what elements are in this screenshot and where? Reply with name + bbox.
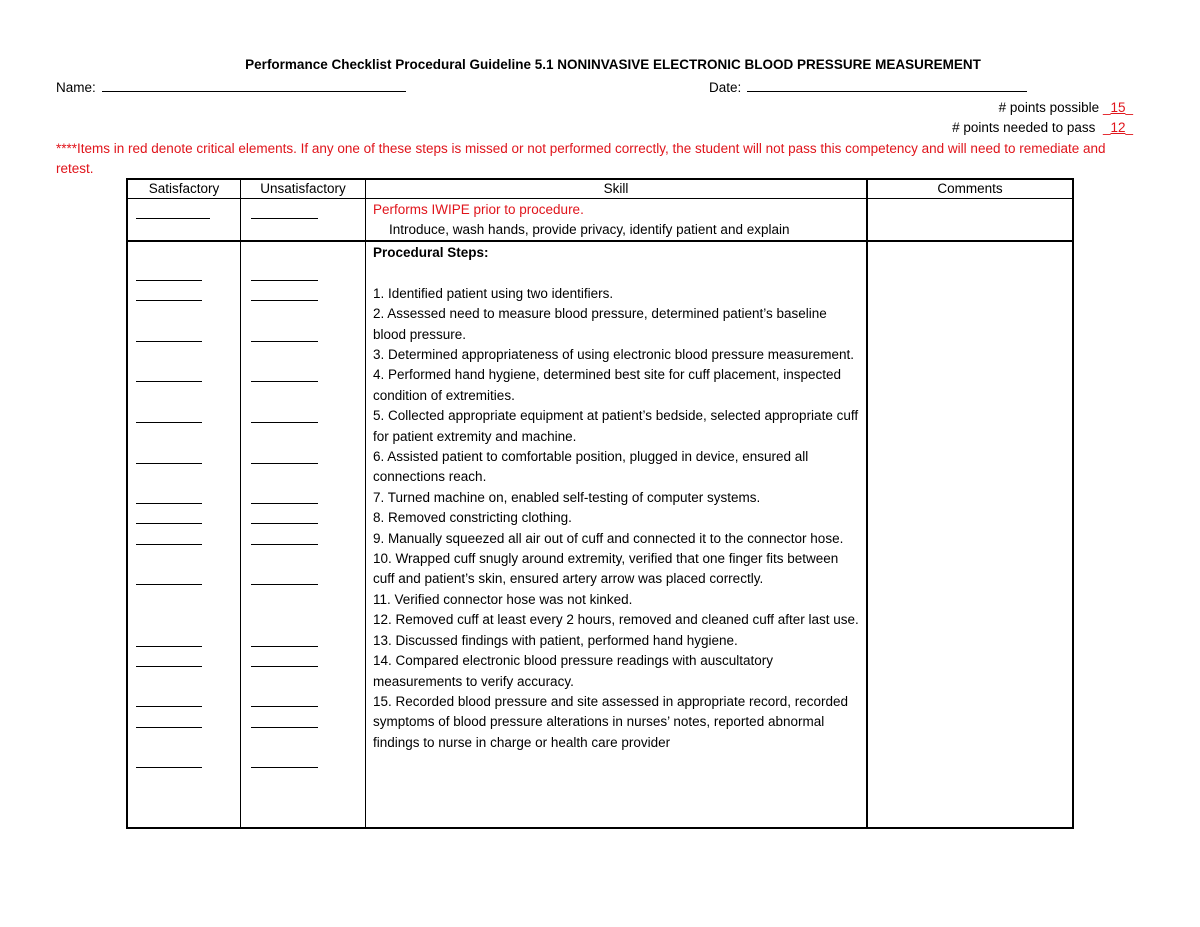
step-5-unsatisfactory-blank[interactable]: [251, 422, 318, 423]
step-10-satisfactory-blank[interactable]: [136, 584, 202, 585]
step-4-satisfactory-blank[interactable]: [136, 381, 202, 382]
col-header-skill: Skill: [603, 181, 629, 196]
step-item: 3. Determined appropriateness of using electronic blood pressure measurement.: [373, 347, 855, 363]
points-possible-label: # points possible: [998, 100, 1100, 115]
points-needed: [952, 118, 1133, 138]
step-6-satisfactory-blank[interactable]: [136, 463, 202, 464]
step-item: 8. Removed constricting clothing.: [373, 510, 572, 526]
step-4-unsatisfactory-blank[interactable]: [251, 381, 318, 382]
step-item: 15. Recorded blood pressure and site assessed in appropriate record, recorded symptoms of blood pressure alterations in nurses’ notes, reported abnormal findings to nurse in charge or health care provider: [373, 693, 849, 750]
step-1-unsatisfactory-blank[interactable]: [251, 280, 318, 281]
points-needed-value: _12_: [1099, 120, 1133, 135]
step-11-unsatisfactory-blank[interactable]: [251, 646, 318, 647]
iwipe-unsatisfactory-blank[interactable]: [251, 218, 318, 219]
step-item: 11. Verified connector hose was not kinked.: [373, 591, 633, 607]
step-9-unsatisfactory-blank[interactable]: [251, 544, 318, 545]
critical-elements-note: ****Items in red denote critical elements. If any one of these steps is missed or not performed correctly, the student will not pass this competency and will need to remediate and retest.: [56, 141, 1106, 176]
points-needed-label: # points needed to pass: [952, 120, 1096, 135]
step-item: 12. Removed cuff at least every 2 hours, removed and cleaned cuff after last use.: [373, 612, 859, 628]
col-header-comments: Comments: [937, 181, 1003, 196]
step-5-satisfactory-blank[interactable]: [136, 422, 202, 423]
step-item: 6. Assisted patient to comfortable position, plugged in device, ensured all connections reach.: [373, 449, 809, 485]
step-item: 9. Manually squeezed all air out of cuff and connected it to the connector hose.: [373, 530, 844, 546]
step-15-satisfactory-blank[interactable]: [136, 767, 202, 768]
name-field: [56, 78, 406, 98]
step-9-satisfactory-blank[interactable]: [136, 544, 202, 545]
step-3-satisfactory-blank[interactable]: [136, 341, 202, 342]
col-header-unsatisfactory: Unsatisfactory: [260, 181, 346, 196]
step-3-unsatisfactory-blank[interactable]: [251, 341, 318, 342]
step-10-unsatisfactory-blank[interactable]: [251, 584, 318, 585]
step-14-unsatisfactory-blank[interactable]: [251, 727, 318, 728]
step-item: 14. Compared electronic blood pressure readings with auscultatory measurements to verify accuracy.: [373, 653, 773, 689]
step-6-unsatisfactory-blank[interactable]: [251, 463, 318, 464]
step-13-unsatisfactory-blank[interactable]: [251, 706, 318, 707]
step-14-satisfactory-blank[interactable]: [136, 727, 202, 728]
iwipe-title: Performs IWIPE prior to procedure.: [373, 202, 584, 217]
name-blank[interactable]: [102, 78, 406, 92]
points-possible-value: _15_: [1102, 100, 1133, 115]
step-7-satisfactory-blank[interactable]: [136, 503, 202, 504]
step-item: 1. Identified patient using two identifiers.: [373, 285, 614, 301]
points-possible: [999, 98, 1133, 118]
iwipe-satisfactory-blank[interactable]: [136, 218, 210, 219]
date-field: [709, 78, 1027, 98]
step-item: 5. Collected appropriate equipment at patient’s bedside, selected appropriate cuff for patient extremity and machine.: [373, 408, 859, 444]
step-item: 4. Performed hand hygiene, determined best site for cuff placement, inspected condition of extremities.: [373, 367, 842, 403]
step-item: 13. Discussed findings with patient, performed hand hygiene.: [373, 632, 738, 648]
step-2-satisfactory-blank[interactable]: [136, 300, 202, 301]
step-13-satisfactory-blank[interactable]: [136, 706, 202, 707]
step-12-satisfactory-blank[interactable]: [136, 666, 202, 667]
procedural-steps: [373, 243, 863, 753]
procedural-steps-heading: Procedural Steps:: [373, 245, 489, 260]
step-7-unsatisfactory-blank[interactable]: [251, 503, 318, 504]
step-item: 2. Assessed need to measure blood pressure, determined patient’s baseline blood pressure.: [373, 306, 827, 342]
step-11-satisfactory-blank[interactable]: [136, 646, 202, 647]
date-blank[interactable]: [747, 78, 1027, 92]
name-label: Name:: [56, 80, 96, 95]
iwipe-detail: Introduce, wash hands, provide privacy, identify patient and explain: [389, 222, 790, 237]
step-8-unsatisfactory-blank[interactable]: [251, 523, 318, 524]
step-item: 7. Turned machine on, enabled self-testing of computer systems.: [373, 489, 761, 505]
step-8-satisfactory-blank[interactable]: [136, 523, 202, 524]
date-label: Date:: [709, 80, 742, 95]
step-2-unsatisfactory-blank[interactable]: [251, 300, 318, 301]
page-title: Performance Checklist Procedural Guideline 5.1 NONINVASIVE ELECTRONIC BLOOD PRESSURE MEASUREMENT: [245, 57, 981, 72]
step-15-unsatisfactory-blank[interactable]: [251, 767, 318, 768]
step-12-unsatisfactory-blank[interactable]: [251, 666, 318, 667]
col-header-satisfactory: Satisfactory: [148, 181, 220, 196]
step-1-satisfactory-blank[interactable]: [136, 280, 202, 281]
step-item: 10. Wrapped cuff snugly around extremity, verified that one finger fits between cuff and patient’s skin, ensured artery arrow was placed correctly.: [373, 551, 839, 587]
